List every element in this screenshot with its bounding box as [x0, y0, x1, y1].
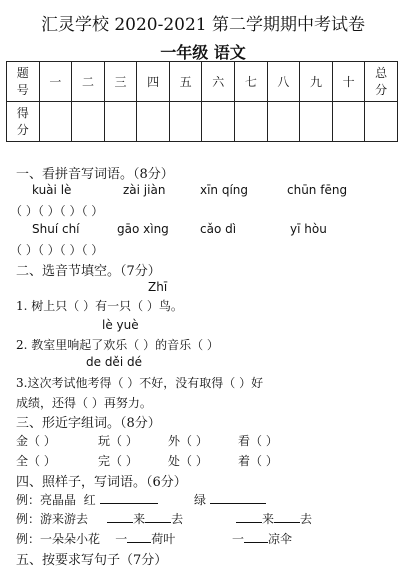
- section-2-heading: 二、选音节填空。（7分）: [16, 264, 161, 279]
- score-table-q7: 七: [235, 62, 268, 102]
- char-item: 金（ ）: [16, 434, 56, 448]
- pinyin-option: Zhī: [148, 280, 168, 294]
- example-3b: 一 凉伞: [232, 532, 293, 546]
- example-2b: 来 去: [236, 510, 312, 527]
- pinyin-option: de děi dé: [86, 355, 142, 369]
- score-table-total-cell: 总 分: [365, 62, 398, 102]
- score-table-q9: 九: [300, 62, 333, 102]
- pinyin: cǎo dì: [200, 222, 237, 236]
- score-cell[interactable]: [235, 102, 268, 142]
- char-item: 玩（ ）: [98, 434, 138, 448]
- score-table-q10: 十: [332, 62, 365, 102]
- char-item: 完（ ）: [98, 454, 138, 468]
- answer-line[interactable]: [244, 530, 268, 543]
- answer-line[interactable]: [100, 491, 158, 504]
- example-3: 例：一朵朵小花 一 荷叶: [16, 532, 176, 546]
- pinyin-option: lè yuè: [102, 318, 139, 332]
- answer-line[interactable]: [145, 510, 171, 523]
- score-table-q6: 六: [202, 62, 235, 102]
- section-5-heading: 五、按要求写句子（7分）: [16, 553, 168, 568]
- score-cell[interactable]: [169, 102, 202, 142]
- section-1-heading: 一、看拼音写词语。（8分）: [16, 167, 174, 182]
- score-table-q4: 四: [137, 62, 170, 102]
- score-table-q1: 一: [39, 62, 72, 102]
- section-3-heading: 三、形近字组词。（8分）: [16, 416, 161, 431]
- exam-title: 汇灵学校 2020-2021 第二学期期中考试卷: [40, 15, 366, 35]
- example-1b: 绿: [194, 491, 266, 508]
- score-cell[interactable]: [137, 102, 170, 142]
- score-table: [6, 61, 398, 142]
- pinyin: gāo xìng: [117, 222, 169, 236]
- score-table-score-row: [7, 102, 398, 142]
- example-1: 例：亮晶晶 红: [16, 491, 158, 508]
- score-table-q3: 三: [104, 62, 137, 102]
- pinyin: chūn fēng: [287, 183, 348, 197]
- section-4-heading: 四、照样子，写词语。（6分）: [16, 475, 187, 490]
- score-table-label-cell: 题 号: [7, 62, 40, 102]
- answer-line[interactable]: [210, 491, 266, 504]
- score-cell[interactable]: [39, 102, 72, 142]
- question-3-cont: 成绩，还得（ ）再努力。: [16, 396, 152, 410]
- answer-blanks[interactable]: （ ）（ ）（ ）（ ）: [10, 204, 104, 218]
- answer-line[interactable]: [274, 510, 300, 523]
- score-cell[interactable]: [104, 102, 137, 142]
- char-item: 着（ ）: [238, 454, 278, 468]
- pinyin: kuài lè: [32, 183, 72, 197]
- example-2: 例：游来游去 来 去: [16, 512, 184, 526]
- pinyin: Shuí chí: [32, 222, 80, 236]
- score-cell[interactable]: [72, 102, 105, 142]
- char-item: 看（ ）: [238, 434, 278, 448]
- char-item: 外（ ）: [168, 434, 208, 448]
- char-item: 处（ ）: [168, 454, 208, 468]
- pinyin: xīn qíng: [200, 183, 249, 197]
- score-table-q5: 五: [169, 62, 202, 102]
- score-table-header-row: [7, 62, 398, 102]
- score-cell[interactable]: [365, 102, 398, 142]
- answer-blanks[interactable]: （ ）（ ）（ ）（ ）: [10, 243, 104, 257]
- answer-line[interactable]: [236, 510, 262, 523]
- score-table-q8: 八: [267, 62, 300, 102]
- question-3: 3.这次考试他考得（ ）不好，没有取得（ ）好: [16, 376, 264, 390]
- score-cell[interactable]: [332, 102, 365, 142]
- pinyin: yī hòu: [290, 222, 327, 236]
- answer-line[interactable]: [107, 510, 133, 523]
- question-1: 1. 树上只（ ）有一只（ ）鸟。: [16, 299, 183, 313]
- exam-subtitle: 一年级 语文: [160, 43, 246, 62]
- score-cell[interactable]: [267, 102, 300, 142]
- pinyin: zài jiàn: [123, 183, 166, 197]
- score-cell[interactable]: [300, 102, 333, 142]
- score-table-score-label: 得 分: [7, 102, 40, 142]
- answer-line[interactable]: [127, 530, 151, 543]
- score-cell[interactable]: [202, 102, 235, 142]
- score-table-q2: 二: [72, 62, 105, 102]
- question-2: 2. 教室里响起了欢乐（ ）的音乐（ ）: [16, 338, 219, 352]
- char-item: 全（ ）: [16, 454, 56, 468]
